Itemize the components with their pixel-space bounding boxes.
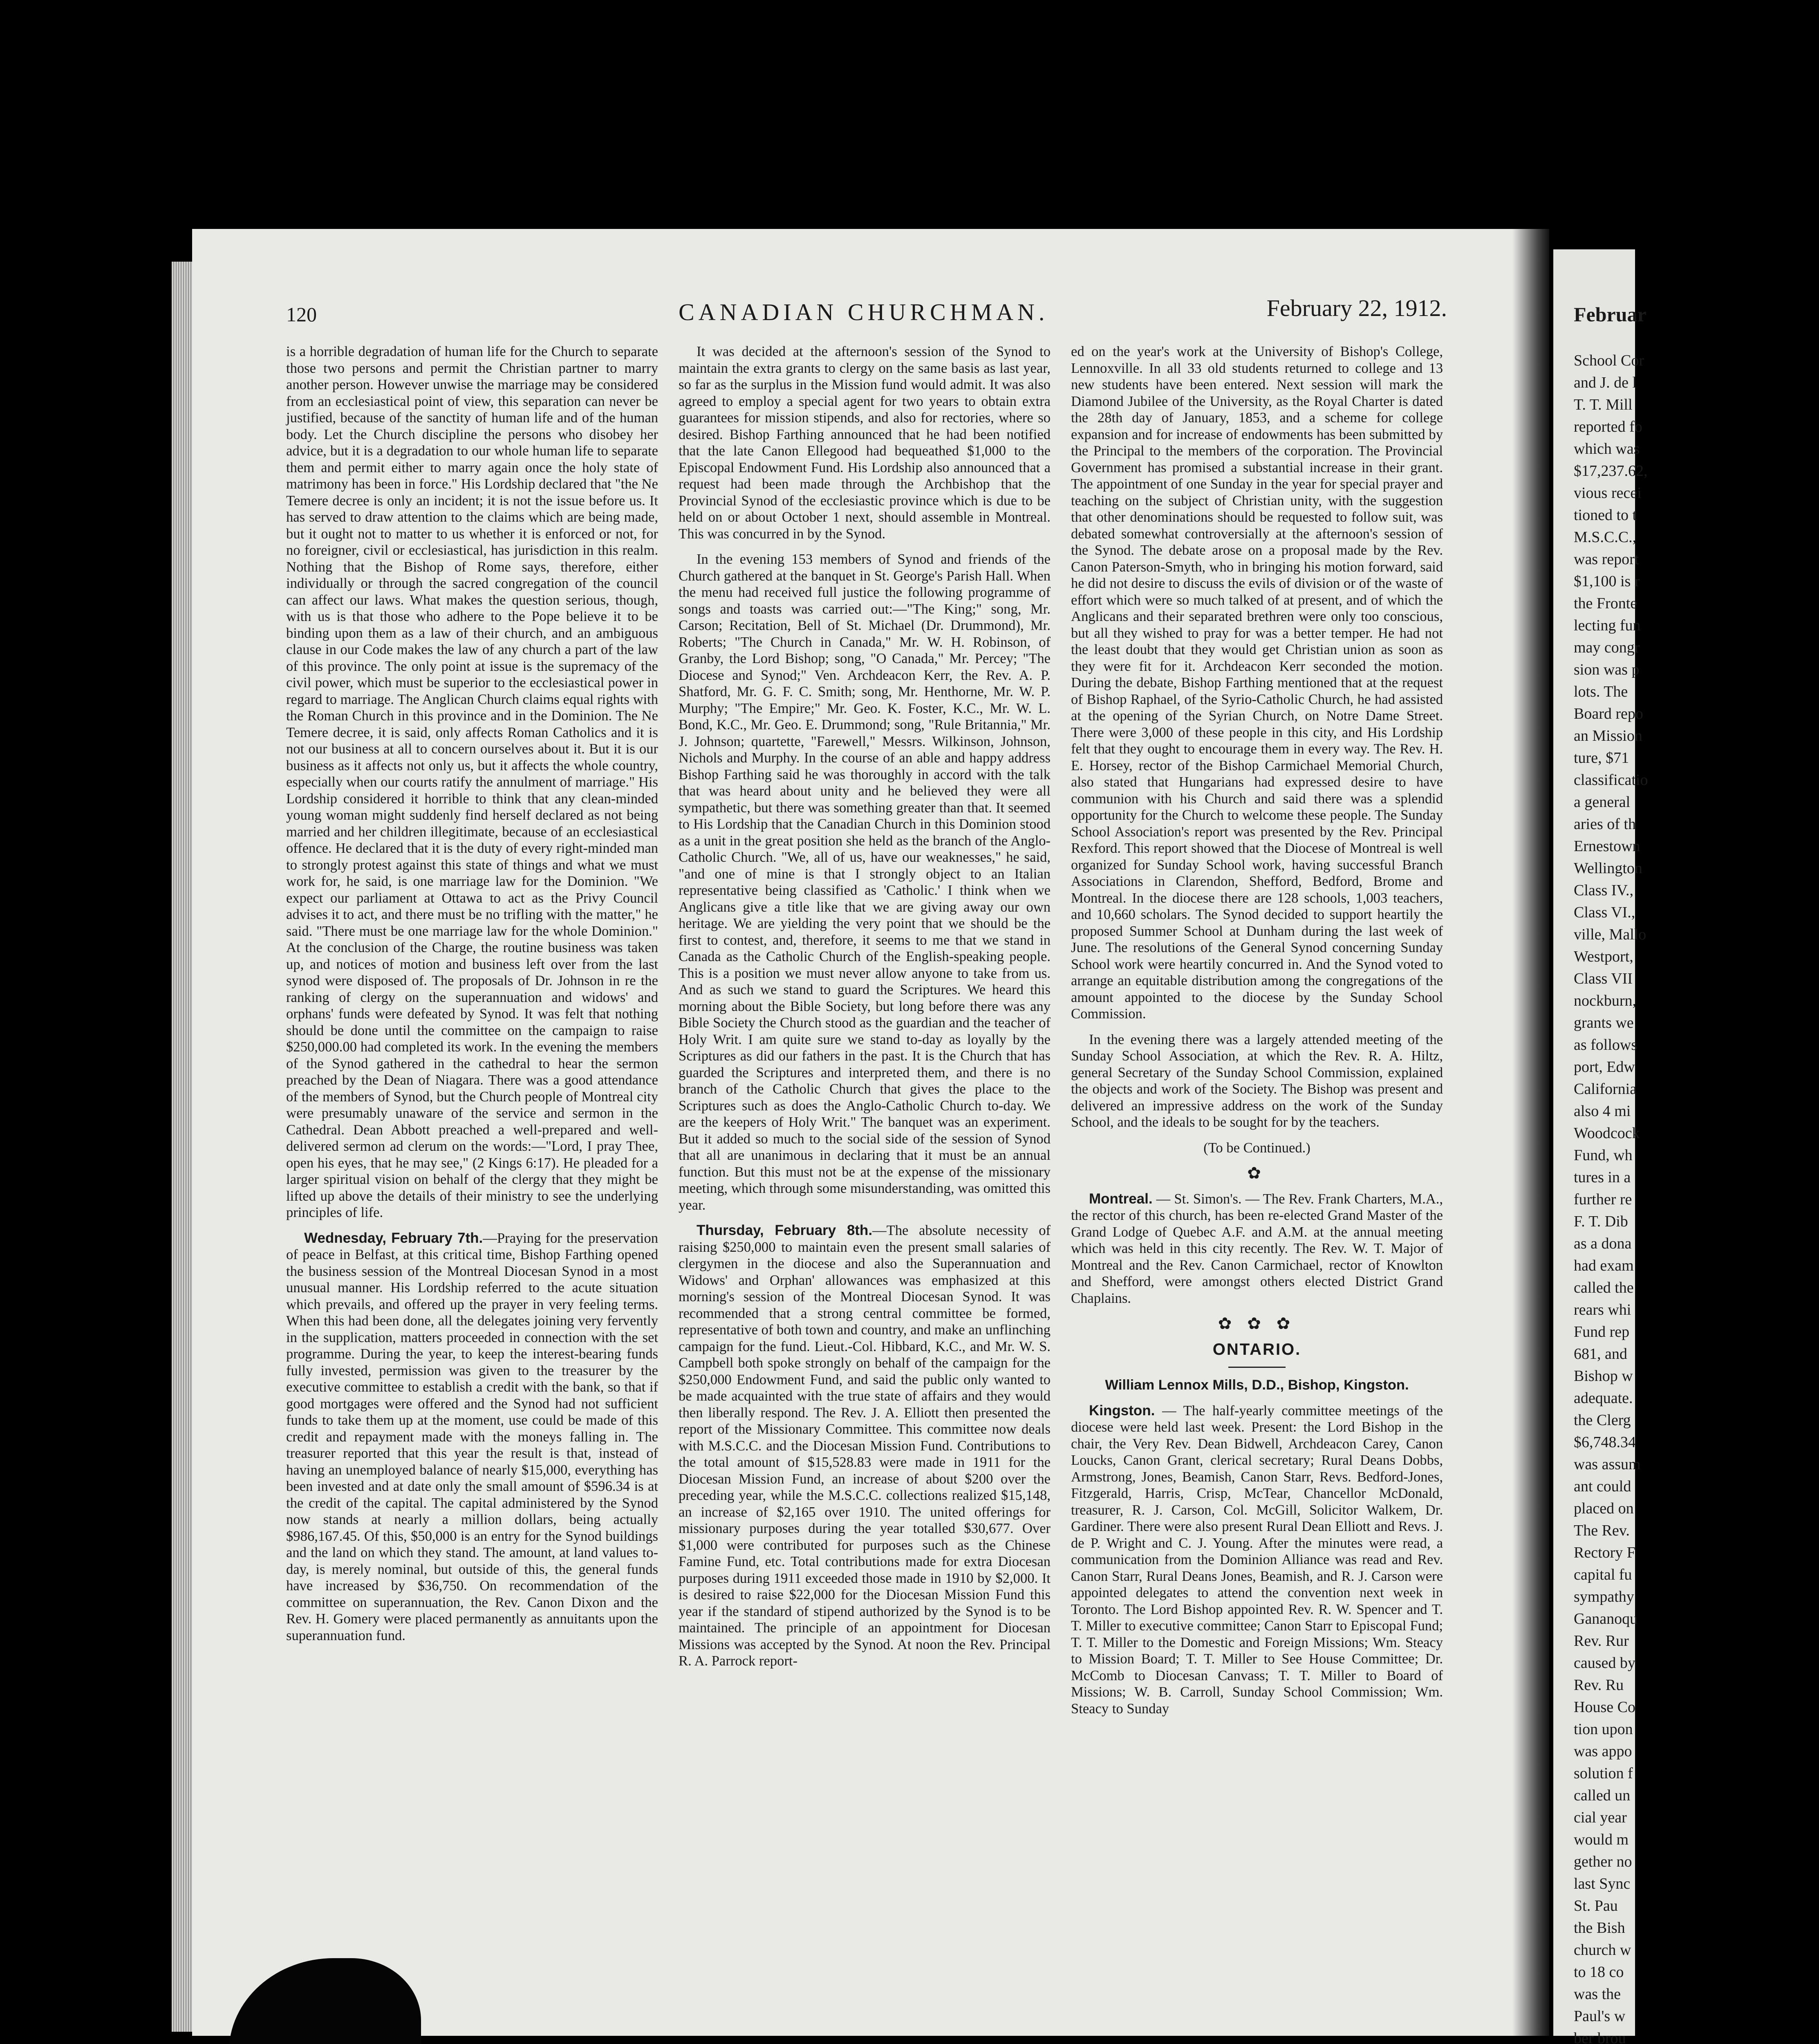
facing-page-line: called un xyxy=(1574,1787,1631,1804)
facing-page-line: reported fo xyxy=(1574,418,1642,435)
paragraph xyxy=(286,1230,658,1644)
facing-page-line: Woodcock xyxy=(1574,1125,1640,1142)
facing-page xyxy=(1553,249,1648,2044)
paragraph-text: — The half-yearly committee meetings of the diocese were held last week. Present: the Lord Bishop in the chair, the Very Rev. Dean Bidwell, Archdeacon Carey, Canon Loucks, Canon Grant, clerical secretary; Rural Deans Dobbs, Armstrong, Jones, Beamish, Canon Starr, Revs. Bedford-Jones, Fitzgerald, Harris, Crisp, McTear, Chancellor McDonald, treasurer, R. J. Carson, Col. McGill, Solicitor Walkem, Dr. Gardiner. There were also present Rural Dean Elliott and Revs. J. de P. Wright and C. J. Young. After the minutes were read, a communication from the Dominion Alliance was read and Rev. Canon Starr, Rural Deans Jones, Beamish, and R. J. Carson were appointed delegates to attend the convention next week in Toronto. The Lord Bishop appointed Rev. R. W. Spencer and T. T. Miller to executive committee; Canon Starr to Episcopal Fund; T. T. Miller to the Domestic and Foreign Missions; Wm. Steacy to Mission Board; T. T. Miller to See House Committee; Dr. McComb to Diocesan Canvass; T. T. Miller to Board of Missions; W. B. Carroll, Sunday School Commission; Wm. Steacy to Sunday xyxy=(1071,1403,1443,1717)
facing-page-line: gether no xyxy=(1574,1853,1632,1870)
column-1 xyxy=(286,343,658,1653)
facing-page-line: Class VI., xyxy=(1574,904,1635,921)
run-in-heading: Wednesday, February 7th. xyxy=(304,1230,483,1246)
issue-date: February 22, 1912. xyxy=(1266,295,1447,321)
facing-page-line: ture, $71 xyxy=(1574,749,1629,766)
facing-page-line: California xyxy=(1574,1080,1637,1098)
facing-page-line: classificatio xyxy=(1574,771,1648,789)
facing-page-line: as follows xyxy=(1574,1036,1638,1053)
paragraph xyxy=(679,1222,1051,1670)
bishop-line: William Lennox Mills, D.D., Bishop, Kingston. xyxy=(1105,1377,1409,1393)
facing-page-line: Rectory F xyxy=(1574,1544,1635,1561)
facing-page-line: Class IV., xyxy=(1574,882,1634,899)
facing-page-line: Rev. Rur xyxy=(1574,1632,1629,1650)
facing-page-line: caused by xyxy=(1574,1654,1635,1672)
paragraph: is a horrible degradation of human life for the Church to separate those two persons and permit the Christian partner to marry another person. However unwise the marriage may be considered from an ecclesiastical point of view, this separation can never be justified, because of the sanctity of human life and of the human body. Let the Church discipline the persons who disobey her advice, but it is a degradation to our whole human life to separate them and permit either to marry again once the holy state of matrimony has been in force." His Lordship declared that "the Ne Temere decree is only an incident; it is not the issue before us. It has served to draw attention to the claims which are being made, but it ought not to matter to us whether it is enforced or not, for no foreigner, civil or ecclesiastical, has jurisdiction in this realm. Nothing that the Bishop of Rome says, therefore, either individually or through the sacred congregation of the council can affect our laws. What makes the question serious, though, with us is that those who adhere to the Pope believe it to be binding upon them as a law of their church, and an ambiguous clause in our Code makes the law of any church a part of the law of this province. The only point at issue is the supremacy of the civil power, which must be superior to the ecclesiastical power in regard to marriage. The Anglican Church claims equal rights with the Roman Church in this province and in the Dominion. The Ne Temere decree, it is said, only affects Roman Catholics and it is not our business at all to concern ourselves about it. But it is our business as it affects not only us, but it affects the whole country, especially when our courts ratify the annulment of marriage." His Lordship considered it horrible to think that any clean-minded young woman might suddenly find herself declared as not being married and her children illegitimate, because of an ecclesiastical offence. He declared that it is the duty of every right-minded man to strongly protest against this state of things and what we must work for, he said, is one marriage law for the Dominion. "We expect our parliament at Ottawa to act as the Privy Council advises it to act, and there must be no trifling with the matter," he said. "There must be one marriage law for the whole Dominion." At the conclusion of the Charge, the routine business was taken up, and notices of motion and business left over from the last synod were disposed of. The proposals of Dr. Johnson in re the ranking of clergy on the superannuation and widows' and orphans' funds were defeated by Synod. It was felt that nothing should be done until the committee on the campaign to raise $250,000.00 had completed its work. In the evening the members of the Synod gathered in the cathedral to hear the sermon preached by the Dean of Niagara. There was a good attendance of the members of Synod, but the Church people of Montreal city were presumably unaware of the service and sermon in the Cathedral. Dean Abbott preached a well-prepared and well-delivered sermon ad clerum on the words:—"Lord, I pray Thee, open his eyes, that he may see," (2 Kings 6:17). He pleaded for a larger spiritual vision on behalf of the clergy that they might be lifted up above the details of their ministry to see the underlying principles of life. xyxy=(286,344,658,1220)
page-header xyxy=(286,294,1447,331)
ornament: ✿ ✿ ✿ xyxy=(1218,1314,1296,1333)
facing-page-header: Februar xyxy=(1574,303,1647,326)
facing-page-column xyxy=(1574,350,1819,2044)
paragraph xyxy=(1071,1403,1443,1717)
facing-page-line: tures in a xyxy=(1574,1169,1631,1186)
facing-page-line: ville, Mallo xyxy=(1574,926,1647,943)
column-3 xyxy=(1071,343,1443,1726)
facing-page-line: Gananoqu xyxy=(1574,1610,1638,1627)
facing-page-line: $6,748.34 xyxy=(1574,1434,1636,1451)
facing-page-line: St. Pau xyxy=(1574,1897,1618,1914)
facing-page-line: had exam xyxy=(1574,1257,1634,1274)
facing-page-line: called the xyxy=(1574,1279,1634,1296)
facing-page-line: the Fronte xyxy=(1574,595,1638,612)
facing-page-line: grants we xyxy=(1574,1014,1634,1031)
paragraph: ed on the year's work at the University of Bishop's College, Lennoxville. In all 33 old students returned to college and 13 new students have been entered. Next session will mark the Diamond Jubilee of the University, as the Royal Charter is dated the 28th day of January, 1853, and a scheme for college expansion and for increase of endowments has been submitted by the Principal to the members of the corporation. The Provincial Government has promised a substantial increase in their grant. The appointment of one Sunday in the year for special prayer and teaching on the subject of Christian unity, with the suggestion that other denominations should be requested to follow suit, was debated somewhat controversially at the afternoon's session of the Synod. The debate arose on a proposal made by the Rev. Canon Paterson-Smyth, who in bringing his motion forward, said he did not desire to discuss the evils of division or of the waste of effort which were so much talked of at present, and of which the Anglicans and their separated brethren were only too conscious, but all they wished to pray for was a better temper. He had not the least doubt that they would get Christian union as soon as they were fit for it. Archdeacon Kerr seconded the motion. During the debate, Bishop Farthing mentioned that at the request of Bishop Raphael, of the Syrio-Catholic Church, he had assisted at the opening of the Syrian Church, on Notre Dame Street. There were 3,000 of these people in this city, and His Lordship felt that they ought to encourage them in every way. The Rev. H. E. Horsey, rector of the Bishop Carmichael Memorial Church, also stated that Hungarians had expressed desire to have communion with his Church and said there was a splendid opportunity for the Church to welcome these people. The Sunday School Association's report was presented by the Rev. Principal Rexford. This report showed that the Diocese of Montreal is well organized for Sunday School work, having successful Branch Associations in Clarendon, Shefford, Bedford, Brome and Montreal. In the diocese there are 128 schools, 1,003 teachers, and 10,660 scholars. The Synod decided to support heartily the proposed Summer School at Dunham during the last week of June. The resolutions of the General Synod concerning Sunday School work were heartily concurred in. And the Synod voted to arrange an equitable distribution among the congregations of the amount appointed to the diocese by the Sunday School Commission. xyxy=(1071,344,1443,1022)
facing-page-line: may congr xyxy=(1574,639,1640,656)
facing-page-line: sion was p xyxy=(1574,661,1640,678)
paragraph-text: — St. Simon's. — The Rev. Frank Charters, M.A., the rector of this church, has been re-elected Grand Master of the Grand Lodge of Quebec A.F. and A.M. at the annual meeting which was held in this city recently. The Rev. W. T. Major of Montreal and the Rev. Canon Carmichael, rector of Knowlton and Shefford, were amongst others elected District Grand Chaplains. xyxy=(1071,1191,1443,1306)
facing-page-line: $17,237.62, xyxy=(1574,462,1648,480)
run-in-heading: Kingston. xyxy=(1089,1402,1155,1419)
section-heading: ONTARIO. xyxy=(1212,1340,1302,1358)
facing-page-line: T. T. Mill xyxy=(1574,396,1633,413)
paragraph-text: —The absolute necessity of raising $250,000 to maintain even the present small salaries of clergymen in the diocese and also the Superannuation and Widows' and Orphan' allowances was emphasized at this morning's session of the Montreal Diocesan Synod. It was recommended that a strong central committee be formed, representative of both town and country, and make an unflinching campaign for the fund. Lieut.-Col. Hibbard, K.C., and Mr. W. S. Campbell both spoke strongly on behalf of the campaign for the $250,000 Endowment Fund, and said the public only wanted to be made acquainted with the true state of affairs and they would then liberally respond. The Rev. J. A. Elliott then presented the report of the Missionary Committee. This committee now deals with M.S.C.C. and the Diocesan Mission Fund. Contributions to the total amount of $15,528.83 were made in 1911 for the Diocesan Mission Fund, an increase of about $200 over the preceding year, while the M.S.C.C. collections realized $15,148, an increase of $2,165 over 1910. The united offerings for missionary purposes during the year totalled $30,677. Over $1,000 were contributed for purposes such as the Chinese Famine Fund, etc. Total contributions made for extra Diocesan purposes during 1911 exceeded those made in 1910 by $2,000. It is desired to raise $22,000 for the Diocesan Mission Fund this year if the standard of stipend authorized by the Synod is to be maintained. The principle of an appointment for Diocesan Missions was accepted by the Synod. At noon the Rev. Principal R. A. Parrock report- xyxy=(679,1223,1051,1669)
facing-page-line: Wellington xyxy=(1574,860,1642,877)
paragraph: It was decided at the afternoon's session of the Synod to maintain the extra grants to clergy on the same basis as last year, so far as the surplus in the Mission fund would admit. It was also agreed to employ a special agent for two years to obtain extra guarantees for mission stipends, and also for rectories, where so desired. Bishop Farthing announced that he had been notified that the late Canon Ellegood had bequeathed $1,000 to the Episcopal Endowment Fund. His Lordship also announced that a request had been made through the Archbishop that the Provincial Synod of the ecclesiastic province which is due to be held on or about October 1 next, should assemble in Montreal. This was concurred in by the Synod. xyxy=(679,344,1051,542)
facing-page-line: Ernestown xyxy=(1574,838,1640,855)
facing-page-line: was the xyxy=(1574,1986,1621,2003)
facing-page-line: a general xyxy=(1574,793,1631,811)
facing-page-line: to 18 co xyxy=(1574,1963,1624,1981)
facing-page-line: church w xyxy=(1574,1941,1631,1959)
facing-page-line: Rev. Ru xyxy=(1574,1676,1624,1694)
paragraph-text: —Praying for the preservation of peace in Belfast, at this critical time, Bishop Farthing opened the business session of the Montreal Diocesan Synod in a most unusual manner. His Lordship referred to the acute situation which prevails, and offered up the prayer in very feeling terms. When this had been done, all the delegates joining very fervently in the supplication, matters proceeded in connection with the set programme. During the year, to keep the interest-bearing funds fully invested, permission was given to the treasurer by the executive committee to establish a credit with the bank, so that if good mortgages were offered and the Synod had not sufficient funds to take them up at the moment, use could be made of this credit and repayment made with the moneys falling in. The treasurer reported that this year the result is that, instead of having an unemployed balance of nearly $15,000, everything has been invested and at date only the small amount of $596.34 is at the credit of the capital. The capital administered by the Synod now stands at nearly a million dollars, being actually $986,167.45. Of this, $50,000 is an entry for the Synod buildings and the land on which they stand. The amount, at land values to-day, is merely nominal, but outside of this, the general funds have increased by $36,750. On recommendation of the committee on superannuation, the Rev. Canon Dixon and the Rev. H. Gomery were placed permanently as annuitants upon the superannuation fund. xyxy=(286,1230,658,1643)
facing-page-line: The Rev. xyxy=(1574,1522,1630,1539)
paragraph: In the evening there was a largely attended meeting of the Sunday School Association, at which the Rev. R. A. Hiltz, general Secretary of the Sunday School Commission, explained the objects and work of the Society. The Bishop was present and delivered an impressive address on the work of the Sunday School, and the ideals to be sought for by the teachers. xyxy=(1071,1031,1443,1130)
paragraph: In the evening 153 members of Synod and friends of the Church gathered at the banquet in St. George's Parish Hall. When the menu had received full justice the following programme of songs and toasts was carried out:—"The King;" song, Mr. Carson; Recitation, Bell of St. Michael (Dr. Drummond), Mr. Roberts; "The Church in Canada," Mr. W. H. Robinson, of Granby, the Lord Bishop; song, "O Canada," Mr. Percey; "The Diocese and Synod;" Ven. Archdeacon Kerr, the Rev. A. P. Shatford, Mr. G. F. C. Smith; song, Mr. Henthorne, Mr. W. P. Murphy; "The Empire;" Mr. Geo. K. Foster, K.C., Mr. W. L. Bond, K.C., Mr. Geo. E. Drummond; song, "Rule Britannia," Mr. J. Johnson; quartette, "Farewell," Messrs. Wilkinson, Johnson, Nichols and Murphy. In the course of an able and happy address Bishop Farthing said he was thoroughly in accord with the talk that was heard about unity and he believed they were all sympathetic, but there was something greater than that. It seemed to His Lordship that the Canadian Church in this Dominion stood as a unit in the great position she held as the branch of the Anglo-Catholic Church. "We, all of us, have our weaknesses," he said, "and one of mine is that I strongly object to an Italian representative being classified as 'Catholic.' I think when we Anglicans give a title like that we are giving away our own heritage. We are yielding the very point that we should be the first to contest, and, therefore, it seems to me that we stand in Canada as the Catholic Church of the English-speaking people. This is a position we must never allow anyone to take from us. And as such we stand to guard the Scriptures. We heard this morning about the Bible Society, but long before there was any Bible Society the Church stood as the guardian and the teacher of Holy Writ. I am quite sure we stand to-day as loyally by the Scriptures as did our fathers in the past. It is the Church that has guarded the Scriptures and interpreted them, and there is no branch of the Catholic Church that gives the place to the Scriptures such as does the Anglo-Catholic Church to-day. We are the keepers of Holy Writ." The banquet was an experiment. But it added so much to the social side of the session of Synod that all are unanimous in declaring that it must be an annual function. But this must not be at the expense of the missionary meeting, which through some misunderstanding, was omitted this year. xyxy=(679,551,1051,1213)
facing-page-line: placed on xyxy=(1574,1500,1634,1517)
page-number: 120 xyxy=(286,303,317,326)
facing-page-line: the Clerg xyxy=(1574,1412,1631,1429)
journal-title: CANADIAN CHURCHMAN. xyxy=(679,299,1049,325)
facing-page-line: was appo xyxy=(1574,1743,1632,1760)
facing-page-line: also 4 mi xyxy=(1574,1103,1631,1120)
column-2 xyxy=(679,343,1051,1679)
facing-page-line: nockburn, xyxy=(1574,992,1637,1009)
facing-page-line: capital fu xyxy=(1574,1566,1632,1583)
facing-page-line: F. T. Dib xyxy=(1574,1213,1628,1230)
to-be-continued: (To be Continued.) xyxy=(1203,1140,1310,1156)
run-in-heading: Thursday, February 8th. xyxy=(697,1222,873,1238)
facing-page-line: was report xyxy=(1574,551,1639,568)
facing-page-line: further re xyxy=(1574,1191,1632,1208)
book-gutter xyxy=(1512,229,1549,2036)
facing-page-line: adequate. xyxy=(1574,1390,1633,1407)
facing-page-line: cial year xyxy=(1574,1809,1627,1826)
facing-page-line: House Co xyxy=(1574,1699,1635,1716)
facing-page-line: Paul's w xyxy=(1574,2008,1626,2025)
facing-page-line: Board repo xyxy=(1574,705,1643,722)
facing-page-line: M.S.C.C., xyxy=(1574,529,1637,546)
facing-page-line: sympathy xyxy=(1574,1588,1634,1605)
ornament: ✿ xyxy=(1247,1164,1267,1182)
divider xyxy=(1228,1367,1286,1368)
facing-page-line: $1,100 is r xyxy=(1574,573,1640,590)
facing-page-line: Fund, wh xyxy=(1574,1147,1633,1164)
facing-page-line: port, Edw xyxy=(1574,1058,1635,1076)
facing-page-line: lots. The xyxy=(1574,683,1628,700)
facing-page-line: 681, and xyxy=(1574,1345,1627,1363)
facing-page-line: tioned to t xyxy=(1574,507,1637,524)
facing-page-line: School Cor xyxy=(1574,352,1644,369)
paragraph xyxy=(1071,1191,1443,1307)
facing-page-line: ber brou xyxy=(1574,2030,1626,2044)
facing-page-line: which was xyxy=(1574,440,1640,457)
facing-page-line: ant could xyxy=(1574,1478,1631,1495)
facing-page-line: aries of th xyxy=(1574,816,1636,833)
facing-page-line: an Mission xyxy=(1574,727,1642,744)
run-in-heading: Montreal. xyxy=(1089,1190,1153,1207)
facing-page-line: as a dona xyxy=(1574,1235,1632,1252)
facing-page-line: tion upon xyxy=(1574,1721,1633,1738)
facing-page-line: vious recei xyxy=(1574,484,1642,502)
facing-page-line: solution f xyxy=(1574,1765,1633,1782)
facing-page-line: Class VII xyxy=(1574,970,1633,987)
facing-page-line: Bishop w xyxy=(1574,1367,1633,1385)
facing-page-line: and J. de l xyxy=(1574,374,1637,391)
facing-page-line: last Sync xyxy=(1574,1875,1631,1892)
facing-page-line: was assum xyxy=(1574,1456,1641,1473)
facing-page-line: would m xyxy=(1574,1831,1629,1848)
facing-page-line: lecting fun xyxy=(1574,617,1641,634)
facing-page-line: Fund rep xyxy=(1574,1323,1630,1340)
facing-page-line: Westport, xyxy=(1574,948,1633,965)
facing-page-line: the Bish xyxy=(1574,1919,1625,1936)
facing-page-line: rears whi xyxy=(1574,1301,1631,1318)
